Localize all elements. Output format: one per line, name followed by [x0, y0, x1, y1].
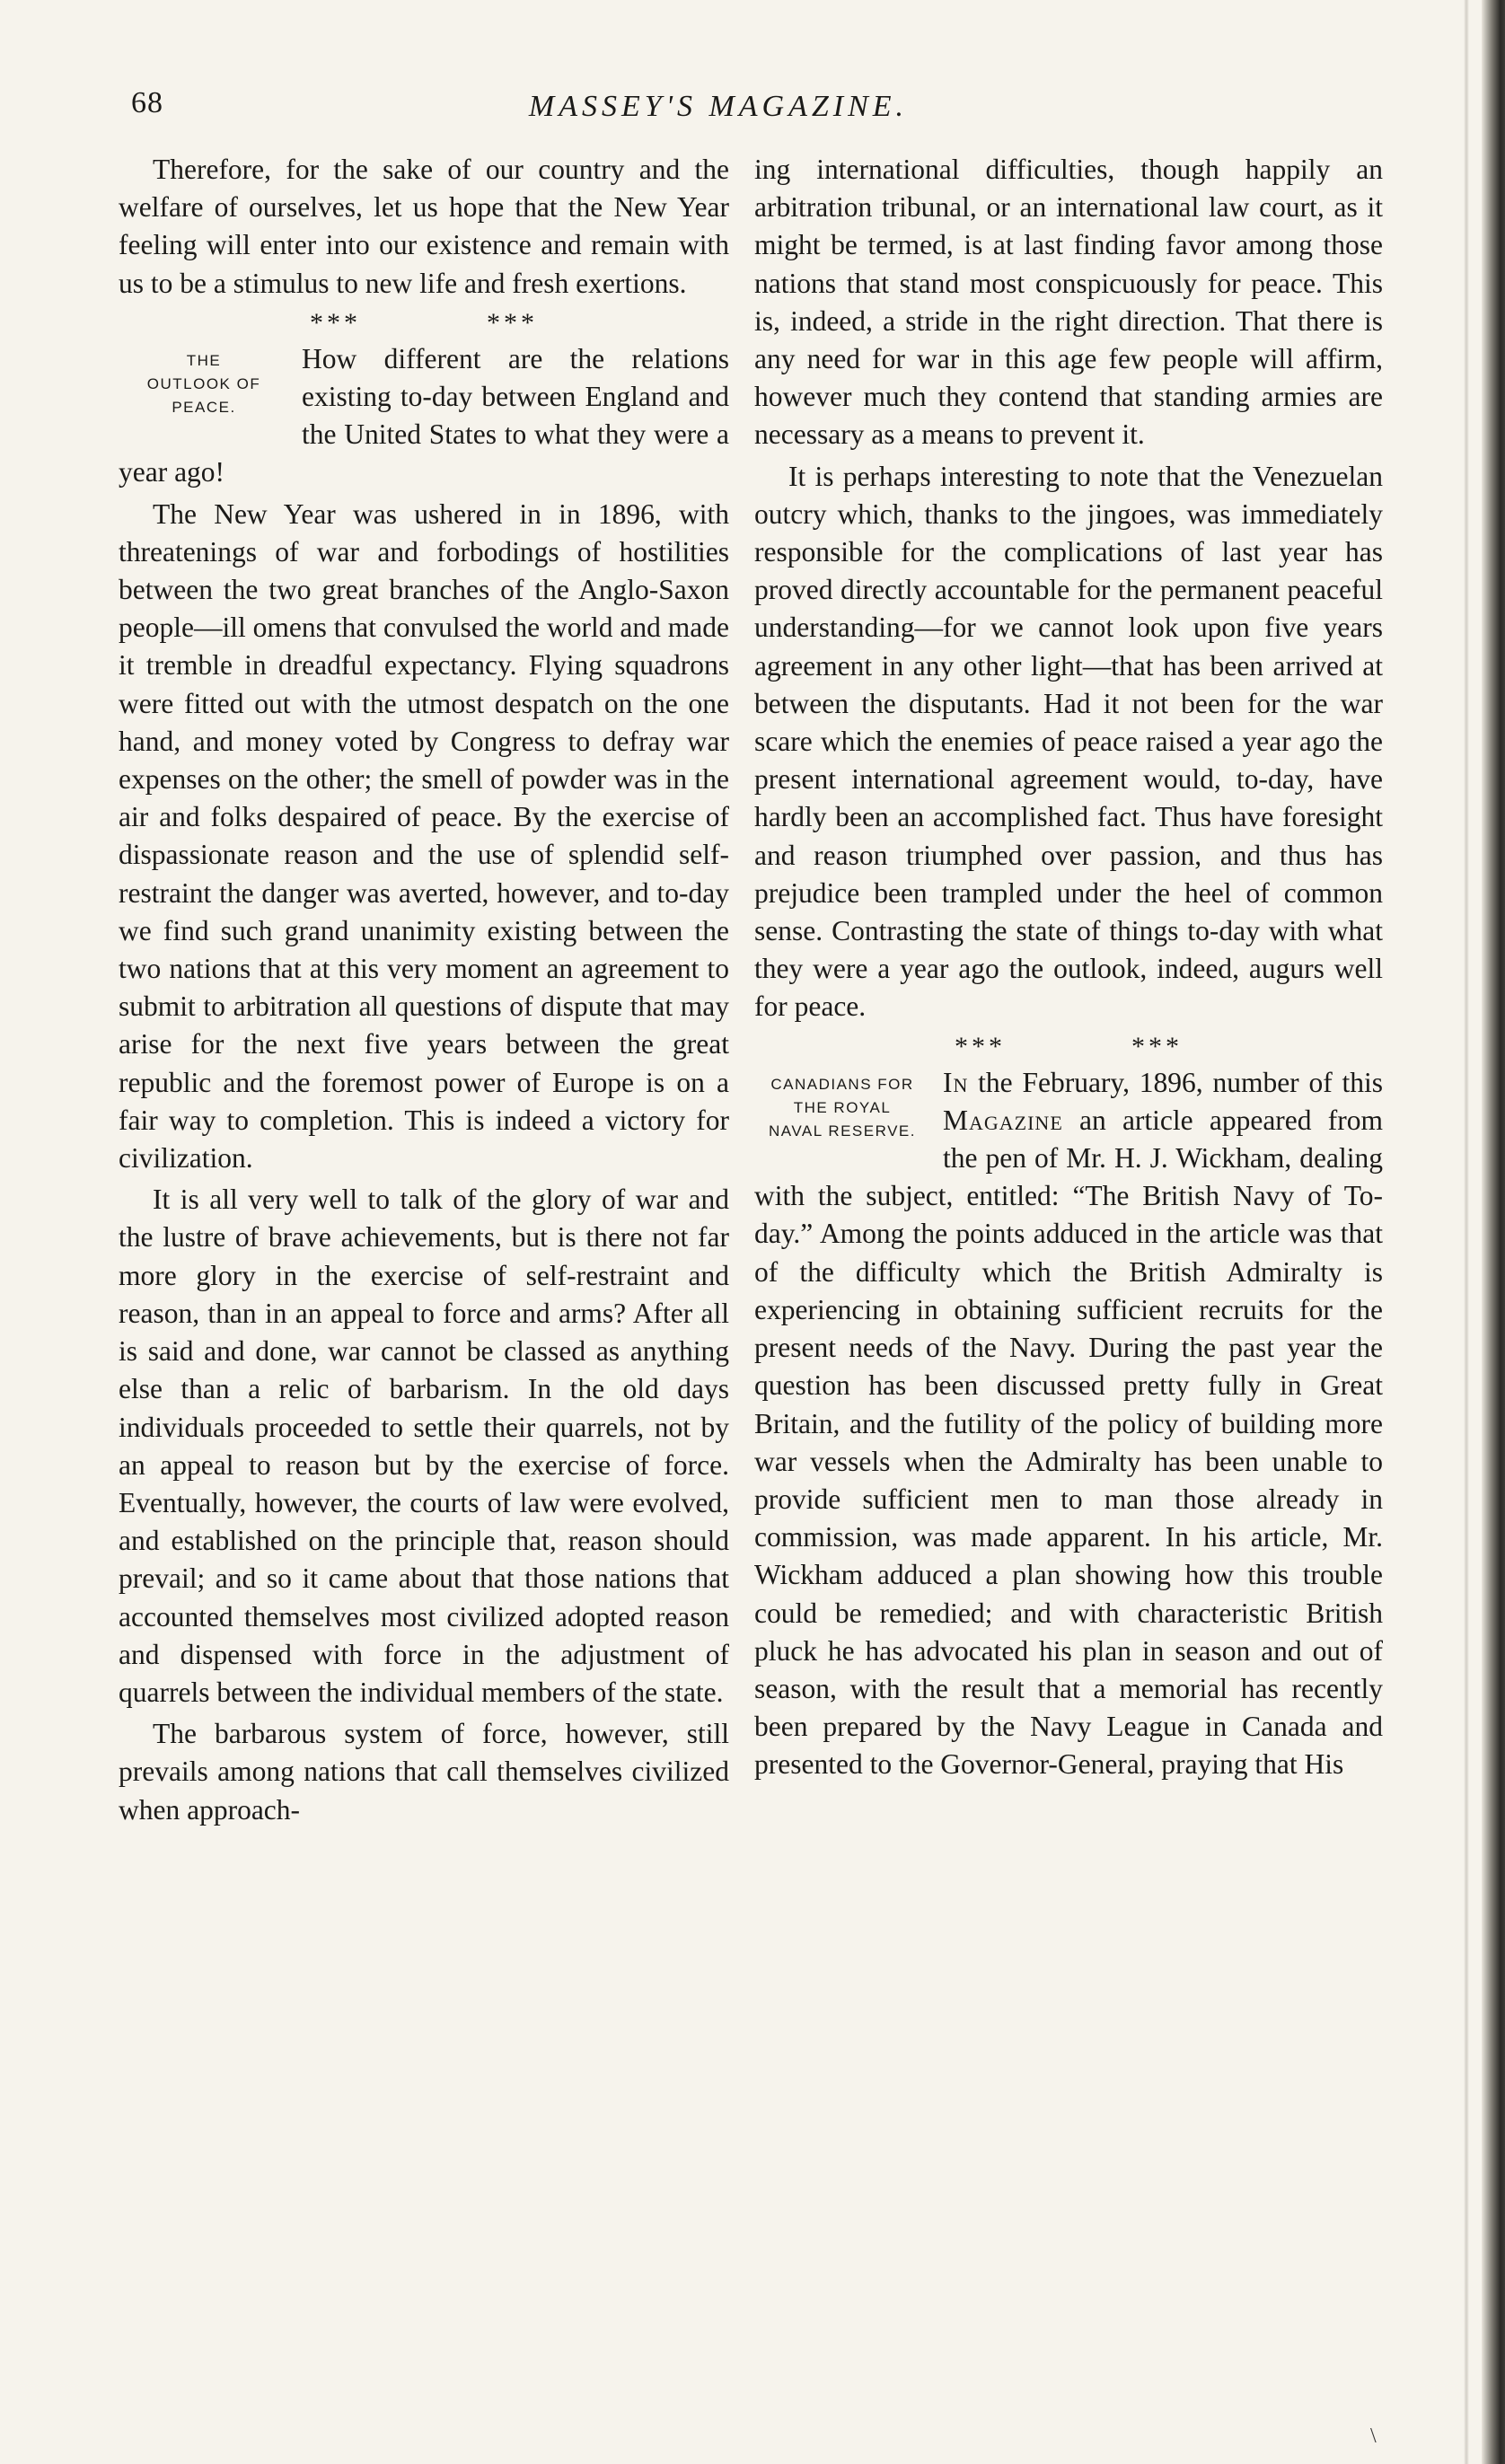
- paragraph: How different are the relations existing to-day between England and the United States to what they were a year ago!: [119, 342, 729, 488]
- page-edge-shadow: [1464, 0, 1469, 2464]
- stray-mark: \: [1370, 2424, 1377, 2448]
- paragraph: [754, 1064, 1383, 1784]
- sidenote-line: THE ROYAL: [793, 1098, 892, 1116]
- paragraph: ing international difficulties, though happily an arbitration tribunal, or an international law court, as it might be termed, is at last finding favor among those nations that stand most conspicuously for peace. This is, indeed, a stride in the right direction. That there is any need for war in this age few people will affirm, however much they contend that standing armies are necessary as a means to prevent it.: [754, 154, 1383, 451]
- magazine-name: Magazine: [943, 1104, 1063, 1136]
- paragraph: It is all very well to talk of the glory of war and the lustre of brave achievements, but is there not far more glory in the exercise of self-restraint and reason, than in an appeal to force and arms? After all is said and done, war cannot be classed as anything else than a relic of barbarism. In the old days individuals proceeded to settle their quarrels, not by an appeal to reason but by the exercise of force. Eventually, however, the courts of law were evolved, and established on the principle that, reason should prevail; and so it came about that those nations that accounted themselves most civilized adopted reason and dispensed with force in the adjustment of quarrels between the individual members of the state.: [119, 1184, 729, 1708]
- asterism: ***: [1131, 1031, 1183, 1061]
- right-column: [754, 151, 1383, 1784]
- text-run: an article appeared from the pen of Mr. H. J. Wickham, dealing with the subject, entitled: “The British Navy of To-day.” Among the points adduced in the article was that of the difficulty which the British Admiralty is experiencing in obtaining sufficient recruits for the present needs of the Navy. During the past year the question has been discussed pretty fully in Great Britain, and the futility of the policy of building more war vessels when the Admiralty has been unable to provide sufficient men to man those already in commission, was made apparent. In his article, Mr. Wickham adduced a plan showing how this trouble could be remedied; and with characteristic British pluck he has advocated his plan in season and out of season, with the result that a memorial has recently been prepared by the Navy League in Canada and presented to the Governor-General, praying that His: [754, 1104, 1383, 1781]
- asterism: ***: [310, 307, 361, 338]
- page-number: 68: [131, 86, 163, 119]
- asterism: ***: [487, 307, 538, 338]
- asterism: ***: [955, 1031, 1006, 1061]
- section-separator: [754, 1026, 1383, 1064]
- sidenote-canadians-royal-naval-reserve: [754, 1064, 930, 1143]
- paragraph: The barbarous system of force, however, still prevails among nations that call themselves civilized when approach-: [119, 1718, 729, 1826]
- paragraph: Therefore, for the sake of our country and the welfare of ourselves, let us hope that the New Year feeling will enter into our existence and remain with us to be a stimulus to new life and fresh exertions.: [119, 154, 729, 299]
- section-separator: [119, 303, 729, 340]
- binding-edge: [1482, 0, 1505, 2464]
- paragraph: It is perhaps interesting to note that the Venezuelan outcry which, thanks to the jingoes, was immediately responsible for the complications of last year has proved directly accountable for the permanent peaceful understanding—for we cannot look upon five years agreement in any other light—that has been arrived at between the disputants. Had it not been for the war scare which the enemies of peace raised a year ago the present international agreement would, to-day, have hardly been an accomplished fact. Thus have foresight and reason triumphed over passion, and thus has prejudice been trampled under the heel of common sense. Contrasting the state of things to-day with what they were a year ago the outlook, indeed, augurs well for peace.: [754, 460, 1383, 1023]
- sidenote-line: OUTLOOK OF: [146, 374, 261, 392]
- sidenote-line: PEACE.: [172, 398, 236, 416]
- sidenote-outlook-of-peace: [119, 340, 289, 419]
- left-column: [119, 151, 729, 1829]
- sidenote-line: THE: [186, 351, 222, 369]
- sidenote-line: CANADIANS FOR: [770, 1075, 914, 1093]
- text-run: the February, 1896, number of this: [968, 1066, 1383, 1098]
- lead-word: In: [943, 1066, 969, 1098]
- running-title: MASSEY'S MAGAZINE.: [528, 90, 909, 123]
- sidenote-line: NAVAL RESERVE.: [769, 1122, 916, 1140]
- paragraph: The New Year was ushered in in 1896, with threatenings of war and forbodings of hostilities between the two great branches of the Anglo-Saxon people—ill omens that convulsed the world and made it tremble in dreadful expectancy. Flying squadrons were fitted out with the utmost despatch on the one hand, and money voted by Congress to defray war expenses on the other; the smell of powder was in the air and folks despaired of peace. By the exercise of dispassionate reason and the use of splendid self-restraint the danger was averted, however, and to-day we find such grand unanimity existing between the two nations that at this very moment an agreement to submit to arbitration all questions of dispute that may arise for the next five years between the great republic and the foremost power of Europe is on a fair way to completion. This is indeed a victory for civilization.: [119, 497, 729, 1175]
